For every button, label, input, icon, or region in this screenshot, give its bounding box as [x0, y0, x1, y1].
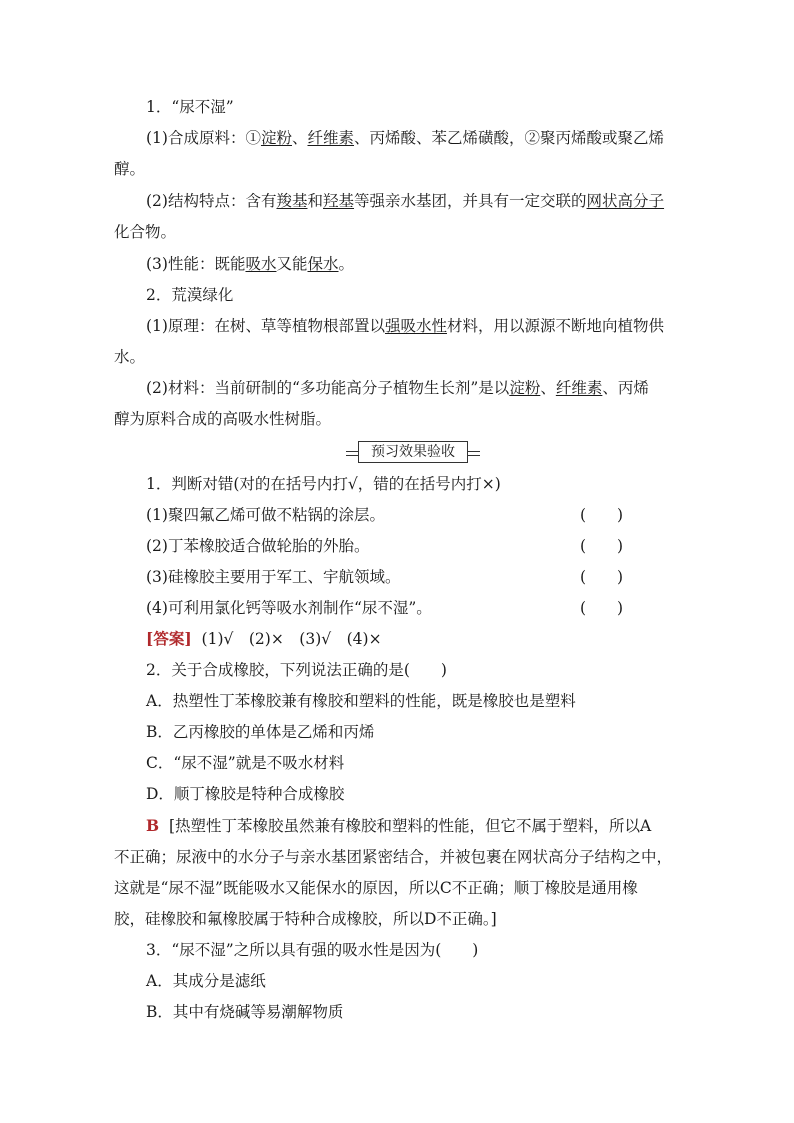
answer-blank: ( ): [580, 537, 624, 555]
explanation-text: [热塑性丁苯橡胶虽然兼有橡胶和塑料的性能，但它不属于塑料，所以A: [168, 817, 652, 835]
para-raw-materials: [146, 128, 716, 148]
q2-option-c: C．“尿不湿”就是不吸水材料: [146, 754, 345, 772]
text: 、: [540, 379, 556, 397]
q2-explanation-line: 胶，硅橡胶和氟橡胶属于特种合成橡胶，所以D不正确。]: [114, 910, 497, 928]
q1-item: (4)可利用氯化钙等吸水剂制作“尿不湿”。: [146, 599, 432, 617]
blank-starch-2: 淀粉: [509, 379, 541, 397]
heading-diaper: 1．“尿不湿”: [146, 98, 234, 116]
text: (1)原理：在树、草等植物根部置以: [146, 317, 385, 335]
heading-desert-greening: 2．荒漠绿化: [146, 286, 234, 304]
q2-explanation-line: 这就是“尿不湿”既能吸水又能保水的原因，所以C不正确；顺丁橡胶是通用橡: [114, 879, 638, 897]
q3-stem: 3．“尿不湿”之所以具有强的吸水性是因为( ): [146, 941, 479, 959]
answer-label: [答案]: [146, 629, 192, 648]
blank-cellulose: 纤维素: [307, 129, 355, 147]
q2-explanation-line: 不正确；尿液中的水分子与亲水基团紧密结合，并被包裹在网状高分子结构之中，: [114, 848, 673, 866]
q1-item: (1)聚四氟乙烯可做不粘锅的涂层。: [146, 506, 385, 524]
para-principle-cont: 水。: [114, 348, 146, 366]
blank-superabsorbent: 强吸水性: [384, 317, 447, 335]
text: 又能: [276, 255, 308, 273]
q2-option-a: A．热塑性丁苯橡胶兼有橡胶和塑料的性能，既是橡胶也是塑料: [146, 692, 576, 710]
para-materials-cont: 醇为原料合成的高吸水性树脂。: [114, 410, 332, 428]
text: 材料，用以源源不断地向植物供: [446, 317, 664, 335]
q2-option-d: D．顺丁橡胶是特种合成橡胶: [146, 785, 345, 803]
answer-blank: ( ): [580, 506, 624, 524]
text: 、: [291, 129, 308, 147]
answer-blank: ( ): [580, 599, 624, 617]
answer-blank: ( ): [580, 568, 624, 586]
q3-option-a: A．其成分是滤纸: [146, 972, 266, 990]
banner-title: 预习效果验收: [358, 441, 468, 463]
q1-item: (2)丁苯橡胶适合做轮胎的外胎。: [146, 537, 370, 555]
text: 、丙烯酸、苯乙烯磺酸，②聚丙烯酸或聚乙烯: [354, 129, 665, 147]
para-properties: [146, 254, 716, 274]
text: (3)性能：既能: [146, 255, 246, 273]
para-principle: [146, 316, 716, 336]
blank-hydroxyl: 羟基: [323, 192, 355, 210]
blank-absorb: 吸水: [245, 255, 277, 273]
q1-answer: [146, 629, 716, 649]
text: 等强亲水基团，并具有一定交联的: [354, 192, 587, 210]
para-structure-cont: 化合物。: [114, 223, 177, 241]
answer-letter: B: [146, 816, 160, 835]
blank-carboxyl: 羧基: [276, 192, 308, 210]
para-raw-materials-cont: 醇。: [114, 160, 146, 178]
text: (1)合成原料：①: [146, 129, 261, 147]
q1-stem: 1．判断对错(对的在括号内打√，错的在括号内打×): [146, 475, 501, 493]
q3-option-b: B．其中有烧碱等易潮解物质: [146, 1003, 344, 1021]
text: 和: [307, 192, 323, 210]
q1-item: (3)硅橡胶主要用于军工、宇航领域。: [146, 568, 401, 586]
q2-explanation: [146, 816, 716, 836]
blank-retain: 保水: [307, 255, 339, 273]
text: 。: [338, 255, 355, 273]
para-structure: [146, 191, 716, 211]
text: (2)材料：当前研制的“多功能高分子植物生长剂”是以: [146, 379, 510, 397]
answer-text: (1)√ (2)× (3)√ (4)×: [201, 630, 382, 648]
section-banner: [346, 441, 480, 463]
text: (2)结构特点：含有: [146, 192, 277, 210]
text: 、丙烯: [602, 379, 649, 397]
para-materials: [146, 378, 716, 398]
blank-cellulose-2: 纤维素: [555, 379, 603, 397]
q2-option-b: B．乙丙橡胶的单体是乙烯和丙烯: [146, 723, 375, 741]
blank-network-polymer: 网状高分子: [586, 192, 665, 210]
q2-stem: 2．关于合成橡胶，下列说法正确的是( ): [146, 661, 447, 679]
blank-starch: 淀粉: [260, 129, 292, 147]
